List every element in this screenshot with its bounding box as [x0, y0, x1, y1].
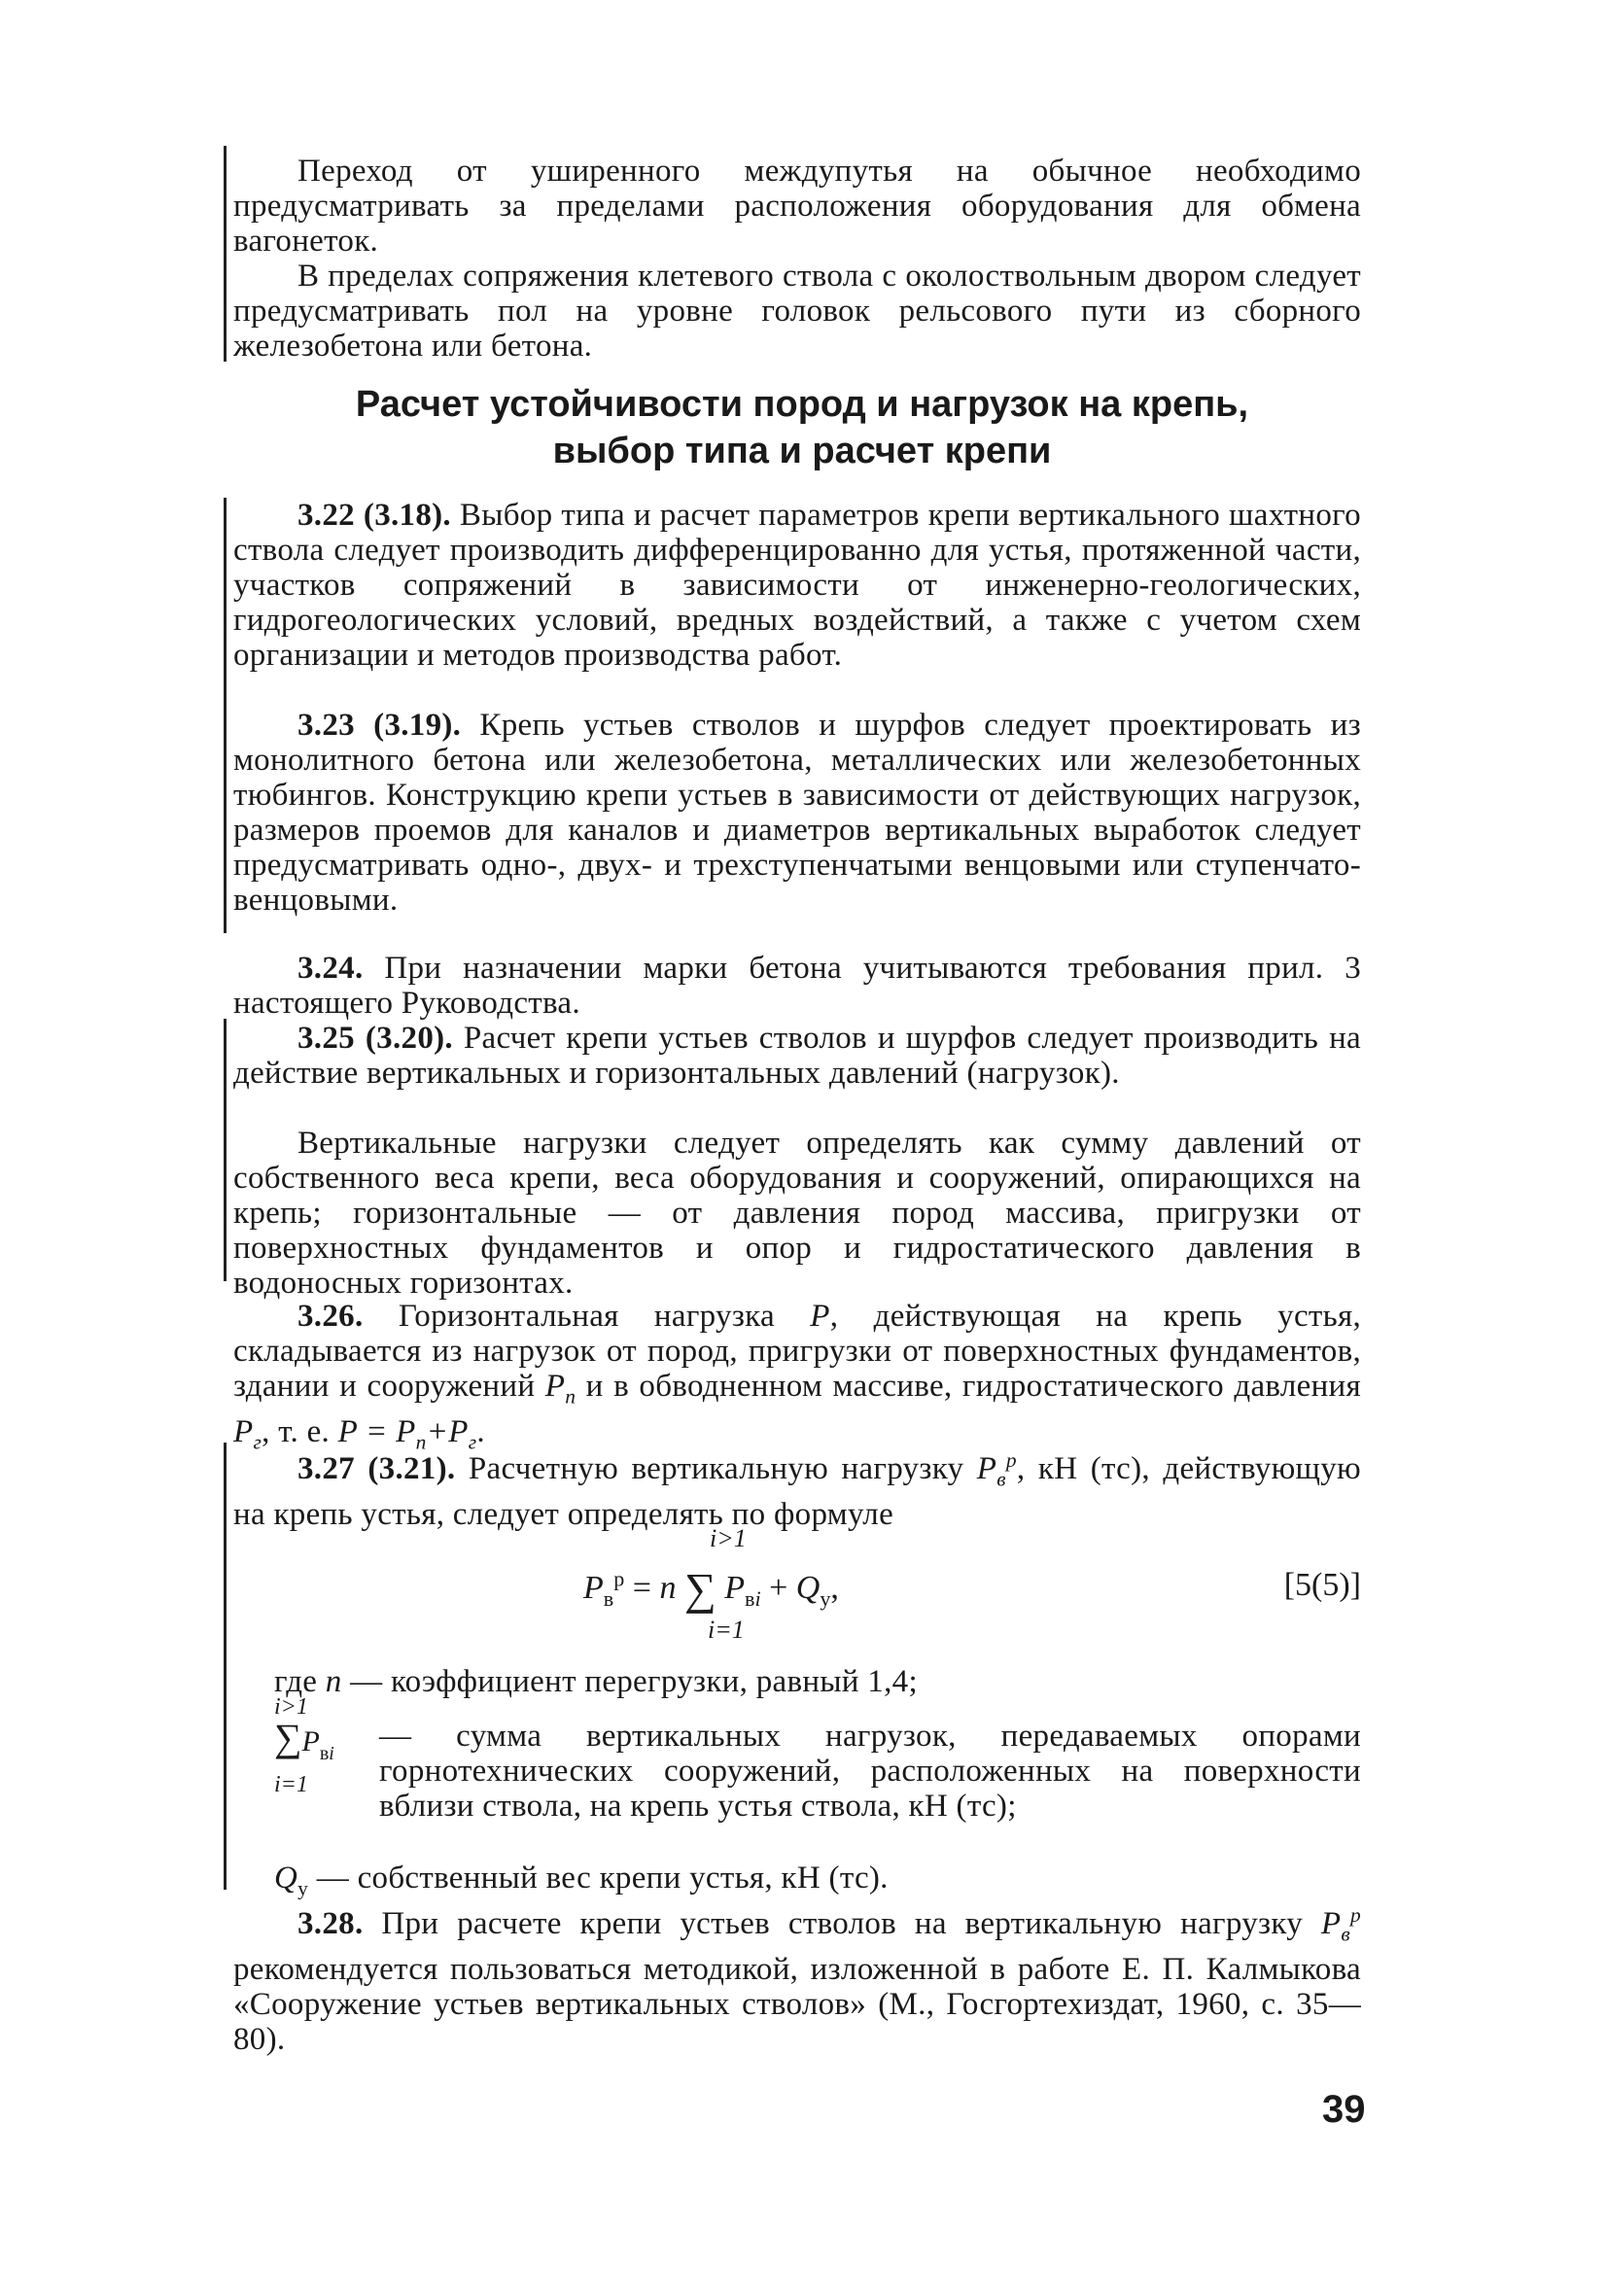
- clause-text: , кН (тс), действующую на крепь устья, следует определять по формуле: [233, 1451, 1361, 1532]
- symbol-p: P: [810, 1299, 830, 1334]
- clause-number: 3.24.: [297, 951, 364, 986]
- clause-text: Расчет крепи устьев стволов и шурфов следует производить на действие вертикальных и горизонтальных давлений (нагрузок).: [233, 1021, 1361, 1091]
- clause-3-28: [233, 1897, 1361, 2057]
- where-word: где: [274, 1664, 326, 1699]
- clause-text: и в обводненном массиве, гидростатического давления: [576, 1369, 1361, 1404]
- where-text: — собственный вес крепи устья, кН (тс).: [308, 1861, 889, 1896]
- sum-upper-limit: i>1: [274, 1694, 308, 1720]
- where-n: где n — коэффициент перегрузки, равный 1,4;: [274, 1664, 918, 1699]
- clause-3-27: [233, 1443, 1361, 1532]
- clause-number: 3.26.: [297, 1299, 364, 1334]
- symbol-p-v-p: $P_в^р$: [1320, 1903, 1361, 1946]
- clause-text: При назначении марки бетона учитываются требования прил. 3 настоящего Руководства.: [233, 951, 1361, 1021]
- change-bar: [224, 146, 227, 362]
- clause-3-24: [233, 951, 1361, 1021]
- clause-3-22: [233, 498, 1361, 673]
- where-q: $Q_у$ — собственный вес крепи устья, кН (тс).: [274, 1861, 889, 1900]
- clause-text: Горизонтальная нагрузка: [363, 1299, 811, 1334]
- clause-number: 3.25 (3.20).: [297, 1021, 453, 1056]
- symbol-p-v-p: $P_в^р$: [976, 1448, 1017, 1491]
- where-text: — сумма вертикальных нагрузок, передаваемых опорами горнотехнических сооружений, расположенных на поверхности вблизи ствола, на крепь устья ствола, кН (тс);: [379, 1719, 1361, 1824]
- clause-3-25: [233, 1021, 1361, 1091]
- change-bar: [224, 1443, 227, 1890]
- symbol-p-g: $P_г$: [233, 1413, 262, 1454]
- clause-text: , действующая на крепь устья, складывается из нагрузок от пород, пригрузки от поверхностных фундаментов, здании и сооружений: [233, 1299, 1362, 1404]
- heading-line-1: Расчет устойчивости пород и нагрузок на крепь,: [355, 384, 1249, 425]
- clause-text: Выбор типа и расчет параметров крепи вертикального шахтного ствола следует производить дифференцированно для устья, протяженной части, участков сопряжений в зависимости от инженерно-геологических, гидрогеологических условий, вредных воздействий, а также с учетом схем организации и методов производства работ.: [233, 498, 1361, 673]
- section-heading: [194, 381, 1410, 474]
- paragraph-vertical-loads: Вертикальные нагрузки следует определять как сумму давлений от собственного веса крепи, веса оборудования и сооружений, опирающихся на крепь; горизонтальные — от давления пород массива, пригрузки от поверхностных фундаментов и опор и гидростатического давления в водоносных горизонтах.: [233, 1126, 1361, 1301]
- clause-number: 3.28.: [297, 1906, 364, 1941]
- sum-symbol-block: [274, 1694, 362, 1797]
- sum-lower-limit: i=1: [708, 1616, 745, 1644]
- change-bar: [224, 1019, 227, 1281]
- clause-number: 3.27 (3.21).: [297, 1451, 456, 1486]
- change-bar: [224, 498, 227, 933]
- where-text: — коэффициент перегрузки, равный 1,4;: [341, 1664, 918, 1699]
- page-number: 39: [1322, 2088, 1366, 2131]
- paragraph-transition: Переход от уширенного междупутья на обычное необходимо предусматривать за пределами расположения оборудования для обмена вагонеток.: [233, 154, 1361, 259]
- clause-number: 3.22 (3.18).: [297, 498, 451, 533]
- equation-inline: $P = P_п+P_г$: [337, 1413, 477, 1454]
- clause-text: При расчете крепи устьев стволов на вертикальную нагрузку: [363, 1906, 1321, 1941]
- sum-lower-limit: i=1: [274, 1772, 308, 1797]
- paragraph-shaft-floor: В пределах сопряжения клетевого ствола с околоствольным двором следует предусматривать пол на уровне головок рельсового пути из сборного железобетона или бетона.: [233, 259, 1361, 364]
- sum-upper-limit: i>1: [710, 1524, 747, 1552]
- clause-text: Расчетную вертикальную нагрузку: [455, 1451, 977, 1486]
- clause-3-26: 3.26. Горизонтальная нагрузка P, действующая на крепь устья, складывается из нагрузок от пород, пригрузки от поверхностных фундаментов, здании и сооружений $P_п$ и в обводненном массиве, гидростатического давления $P_г$, т. е. $P = P_п+P_г$.: [233, 1299, 1362, 1454]
- clause-3-23: [233, 708, 1361, 918]
- clause-text: , т. е.: [262, 1413, 338, 1449]
- sum-sigma: $\sum P_{вi}$: [274, 1716, 334, 1764]
- formula-5: [574, 1524, 1371, 1651]
- clause-number: 3.23 (3.19).: [297, 708, 462, 743]
- symbol-p-n: $P_п$: [544, 1369, 576, 1409]
- formula-body: $P_в^р = n$ ∑ $P_{вi} + Q_у$,: [583, 1564, 839, 1614]
- where-sum: [379, 1719, 1361, 1824]
- clause-text: Крепь устьев стволов и шурфов следует проектировать из монолитного бетона или железобетона, металлических или железобетонных тюбингов. Конструкцию крепи устьев в зависимости от действующих нагрузок, размеров проемов для каналов и диаметров вертикальных выработок следует предусматривать одно-, двух- и трехступенчатыми венцовыми или ступенчато-венцовыми.: [233, 708, 1361, 918]
- formula-number: [5(5)]: [1283, 1567, 1361, 1603]
- clause-text: рекомендуется пользоваться методикой, изложенной в работе Е. П. Калмыкова «Сооружение устьев вертикальных стволов» (М., Госгортехиздат, 1960, с. 35—80).: [233, 1951, 1361, 2057]
- heading-line-2: выбор типа и расчет крепи: [552, 431, 1052, 471]
